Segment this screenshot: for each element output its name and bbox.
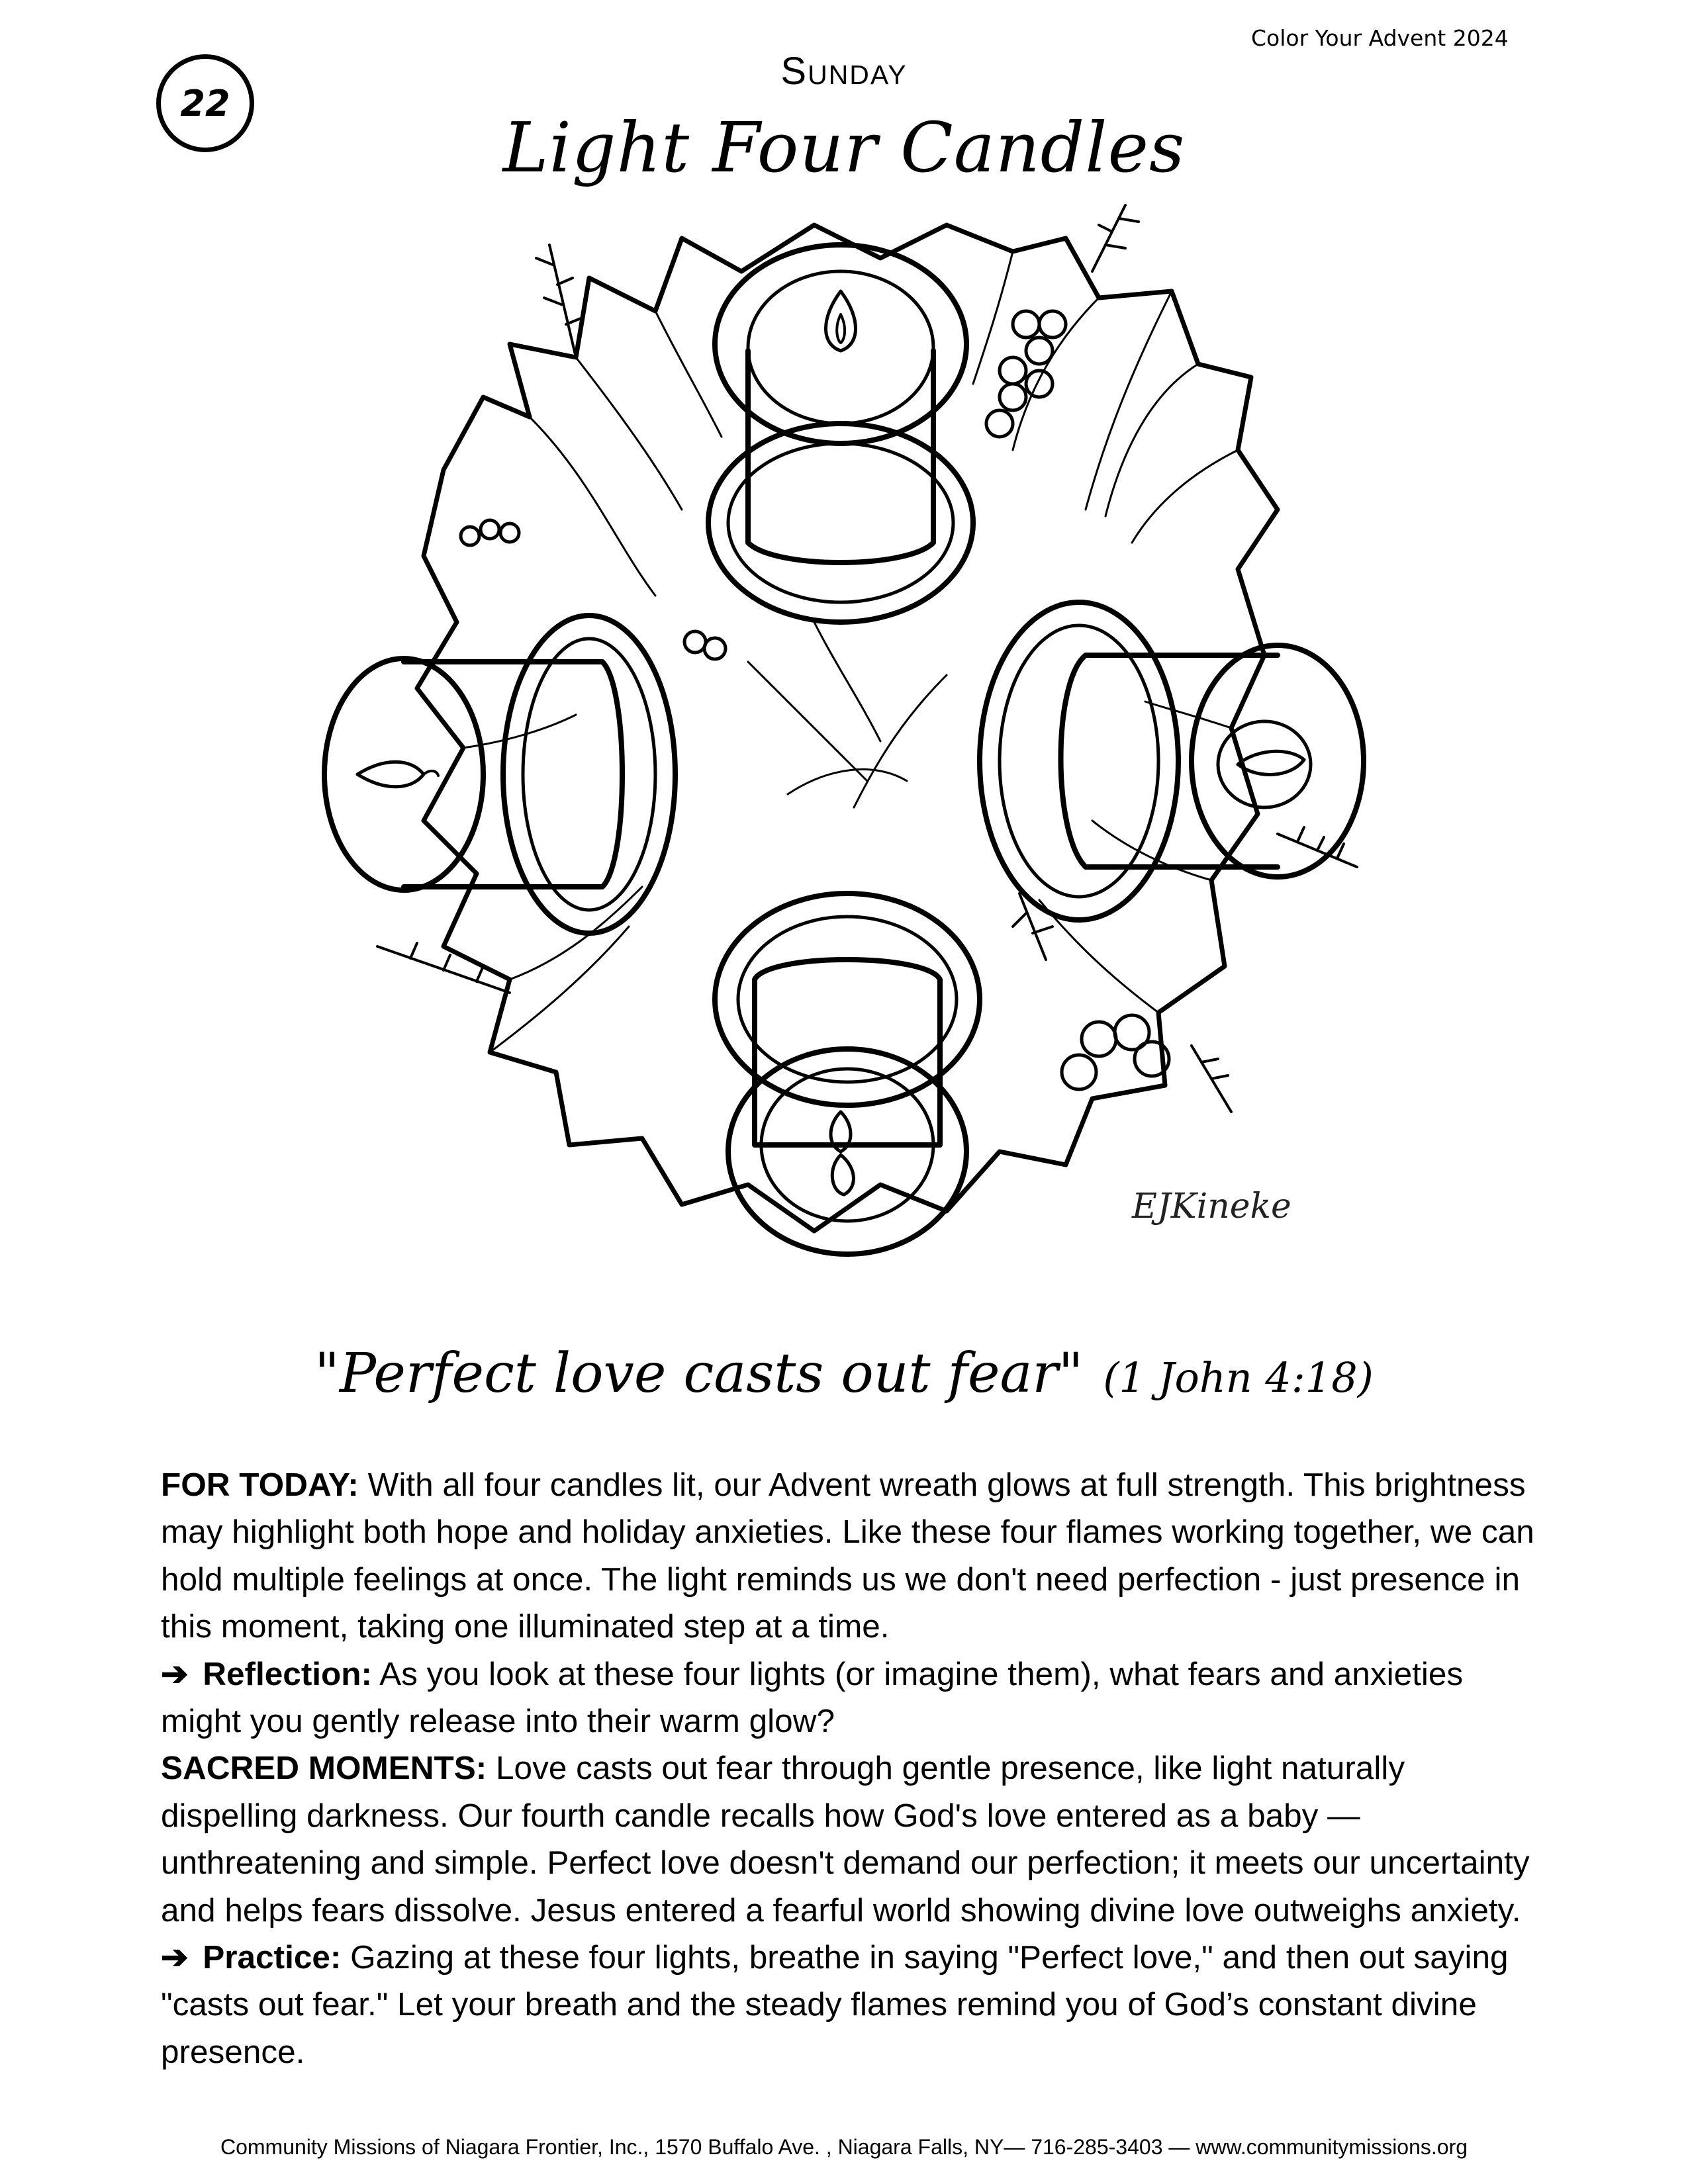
- candle-bottom: [715, 893, 980, 1254]
- for-today-text: With all four candles lit, our Advent wreath glows at full strength. This brightness may highlight both hope and holiday anxieties. Like these four flames working together, we can hold multiple feelings at once. The light reminds us we don't need perfection - just presence in this moment, taking one illuminated step at a time.: [161, 1467, 1534, 1645]
- practice-label: Practice:: [203, 1939, 342, 1976]
- for-today-label: FOR TODAY:: [161, 1467, 359, 1503]
- advent-wreath-illustration: [311, 199, 1397, 1317]
- sacred-moments-text: Love casts out fear through gentle presence, like light naturally dispelling darkness. Our fourth candle recalls how God's love entered as a baby — unthreatening and simple. Perfect love doesn't demand our perfection; it meets our uncertainty and helps fears dissolve. Jesus entered a fearful world showing divine love outweighs anxiety.: [161, 1750, 1530, 1929]
- page-title: Light Four Candles: [502, 107, 1186, 188]
- right-arrow-icon: ➔: [161, 1939, 189, 1976]
- series-title: Color Your Advent 2024: [1251, 25, 1509, 51]
- candle-left: [324, 615, 675, 933]
- day-name: Sunday: [780, 50, 908, 93]
- verse-reference: (1 John 4:18): [1103, 1353, 1374, 1402]
- sacred-moments-paragraph: [161, 1745, 1538, 1934]
- sacred-moments-label: SACRED MOMENTS:: [161, 1750, 487, 1787]
- reflection-text: As you look at these four lights (or imagine them), what fears and anxieties might you gently release into their warm glow?: [161, 1655, 1464, 1740]
- reflection-label: Reflection:: [203, 1655, 373, 1692]
- verse-quote: "Perfect love casts out fear": [314, 1342, 1084, 1405]
- candle-right: [980, 602, 1364, 920]
- day-number: 22: [180, 82, 230, 124]
- practice-paragraph: [161, 1934, 1538, 2075]
- practice-text: Gazing at these four lights, breathe in saying "Perfect love," and then out saying "casts out fear." Let your breath and the steady flames remind you of God’s constant divine presence.: [161, 1939, 1509, 2070]
- for-today-paragraph: [161, 1461, 1538, 1651]
- scripture-verse: [0, 1342, 1688, 1405]
- reflection-paragraph: [161, 1651, 1538, 1745]
- artist-signature: EJKineke: [1132, 1187, 1291, 1226]
- right-arrow-icon: ➔: [161, 1655, 189, 1692]
- footer-contact: Community Missions of Niagara Frontier, Inc., 1570 Buffalo Ave. , Niagara Falls, NY— 716-285-3403 — www.communitymissions.org: [220, 2135, 1468, 2159]
- candle-top: [708, 245, 973, 622]
- devotional-text: [161, 1461, 1538, 2075]
